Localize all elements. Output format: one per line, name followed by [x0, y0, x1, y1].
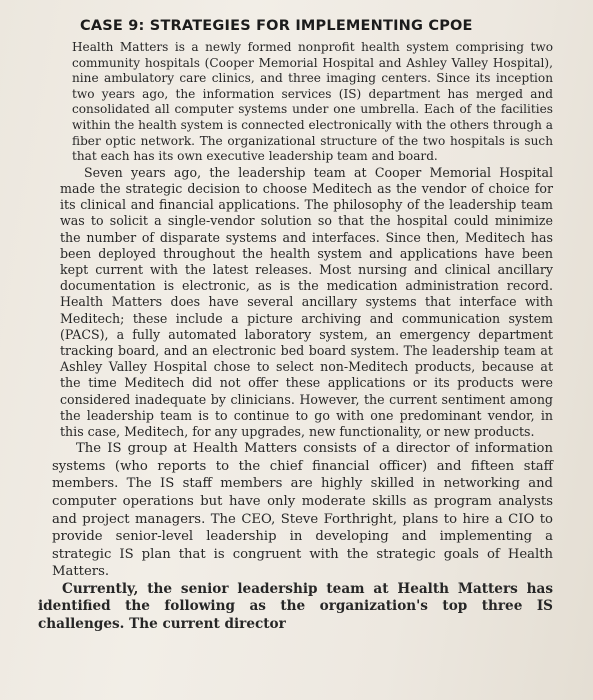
case-title: CASE 9: STRATEGIES FOR IMPLEMENTING CPOE — [80, 18, 473, 34]
paragraph-meditech-history: Seven years ago, the leadership team at Cooper Memorial Hospital made the strategic decision to choose Meditech as the vendor of choice for its clinical and financial applications. The philosophy of the leadership team was to solicit a single-vendor solution so that the hospital could minimize the number of disparate systems and interfaces. Since then, Meditech has been deployed throughout the health system and applications have been kept current with the latest releases. Most nursing and clinical ancillary documentation is electronic, as is the medication administration record. Health Matters does have several ancillary systems that interface with Meditech; these include a picture archiving and communication system (PACS), a fully automated laboratory system, an emergency department tracking board, and an electronic bed board system. The leadership team at Ashley Valley Hospital chose to select non-Meditech products, because at the time Meditech did not offer these applications or its products were considered inadequate by clinicians. However, the current sentiment among the leadership team is to continue to go with one predominant vendor, in this case, Meditech, for any upgrades, new functionality, or new products. — [60, 164, 553, 439]
paragraph-challenges: Currently, the senior leadership team at Health Matters has identified the following as the organization's top three IS challenges. The current director — [38, 580, 553, 632]
paragraph-is-group: The IS group at Health Matters consists of a director of information systems (who reports to the chief financial officer) and fifteen staff members. The IS staff members are highly skilled in networking and computer operations but have only moderate skills as program analysts and project managers. The CEO, Steve Forthright, plans to hire a CIO to provide senior-level leadership in developing and implementing a strategic IS plan that is congruent with the strategic goals of Health Matters. — [52, 441, 553, 580]
paragraph-intro: Health Matters is a newly formed nonprofit health system comprising two community hospitals (Cooper Memorial Hospital and Ashley Valley Hospital), nine ambulatory care clinics, and three imaging centers. Since its inception two years ago, the information services (IS) department has merged and consolidated all computer systems under one umbrella. Each of the facilities within the health system is connected electronically with the others through a fiber optic network. The organizational structure of the two hospitals is such that each has its own executive leadership team and board. — [72, 40, 553, 164]
